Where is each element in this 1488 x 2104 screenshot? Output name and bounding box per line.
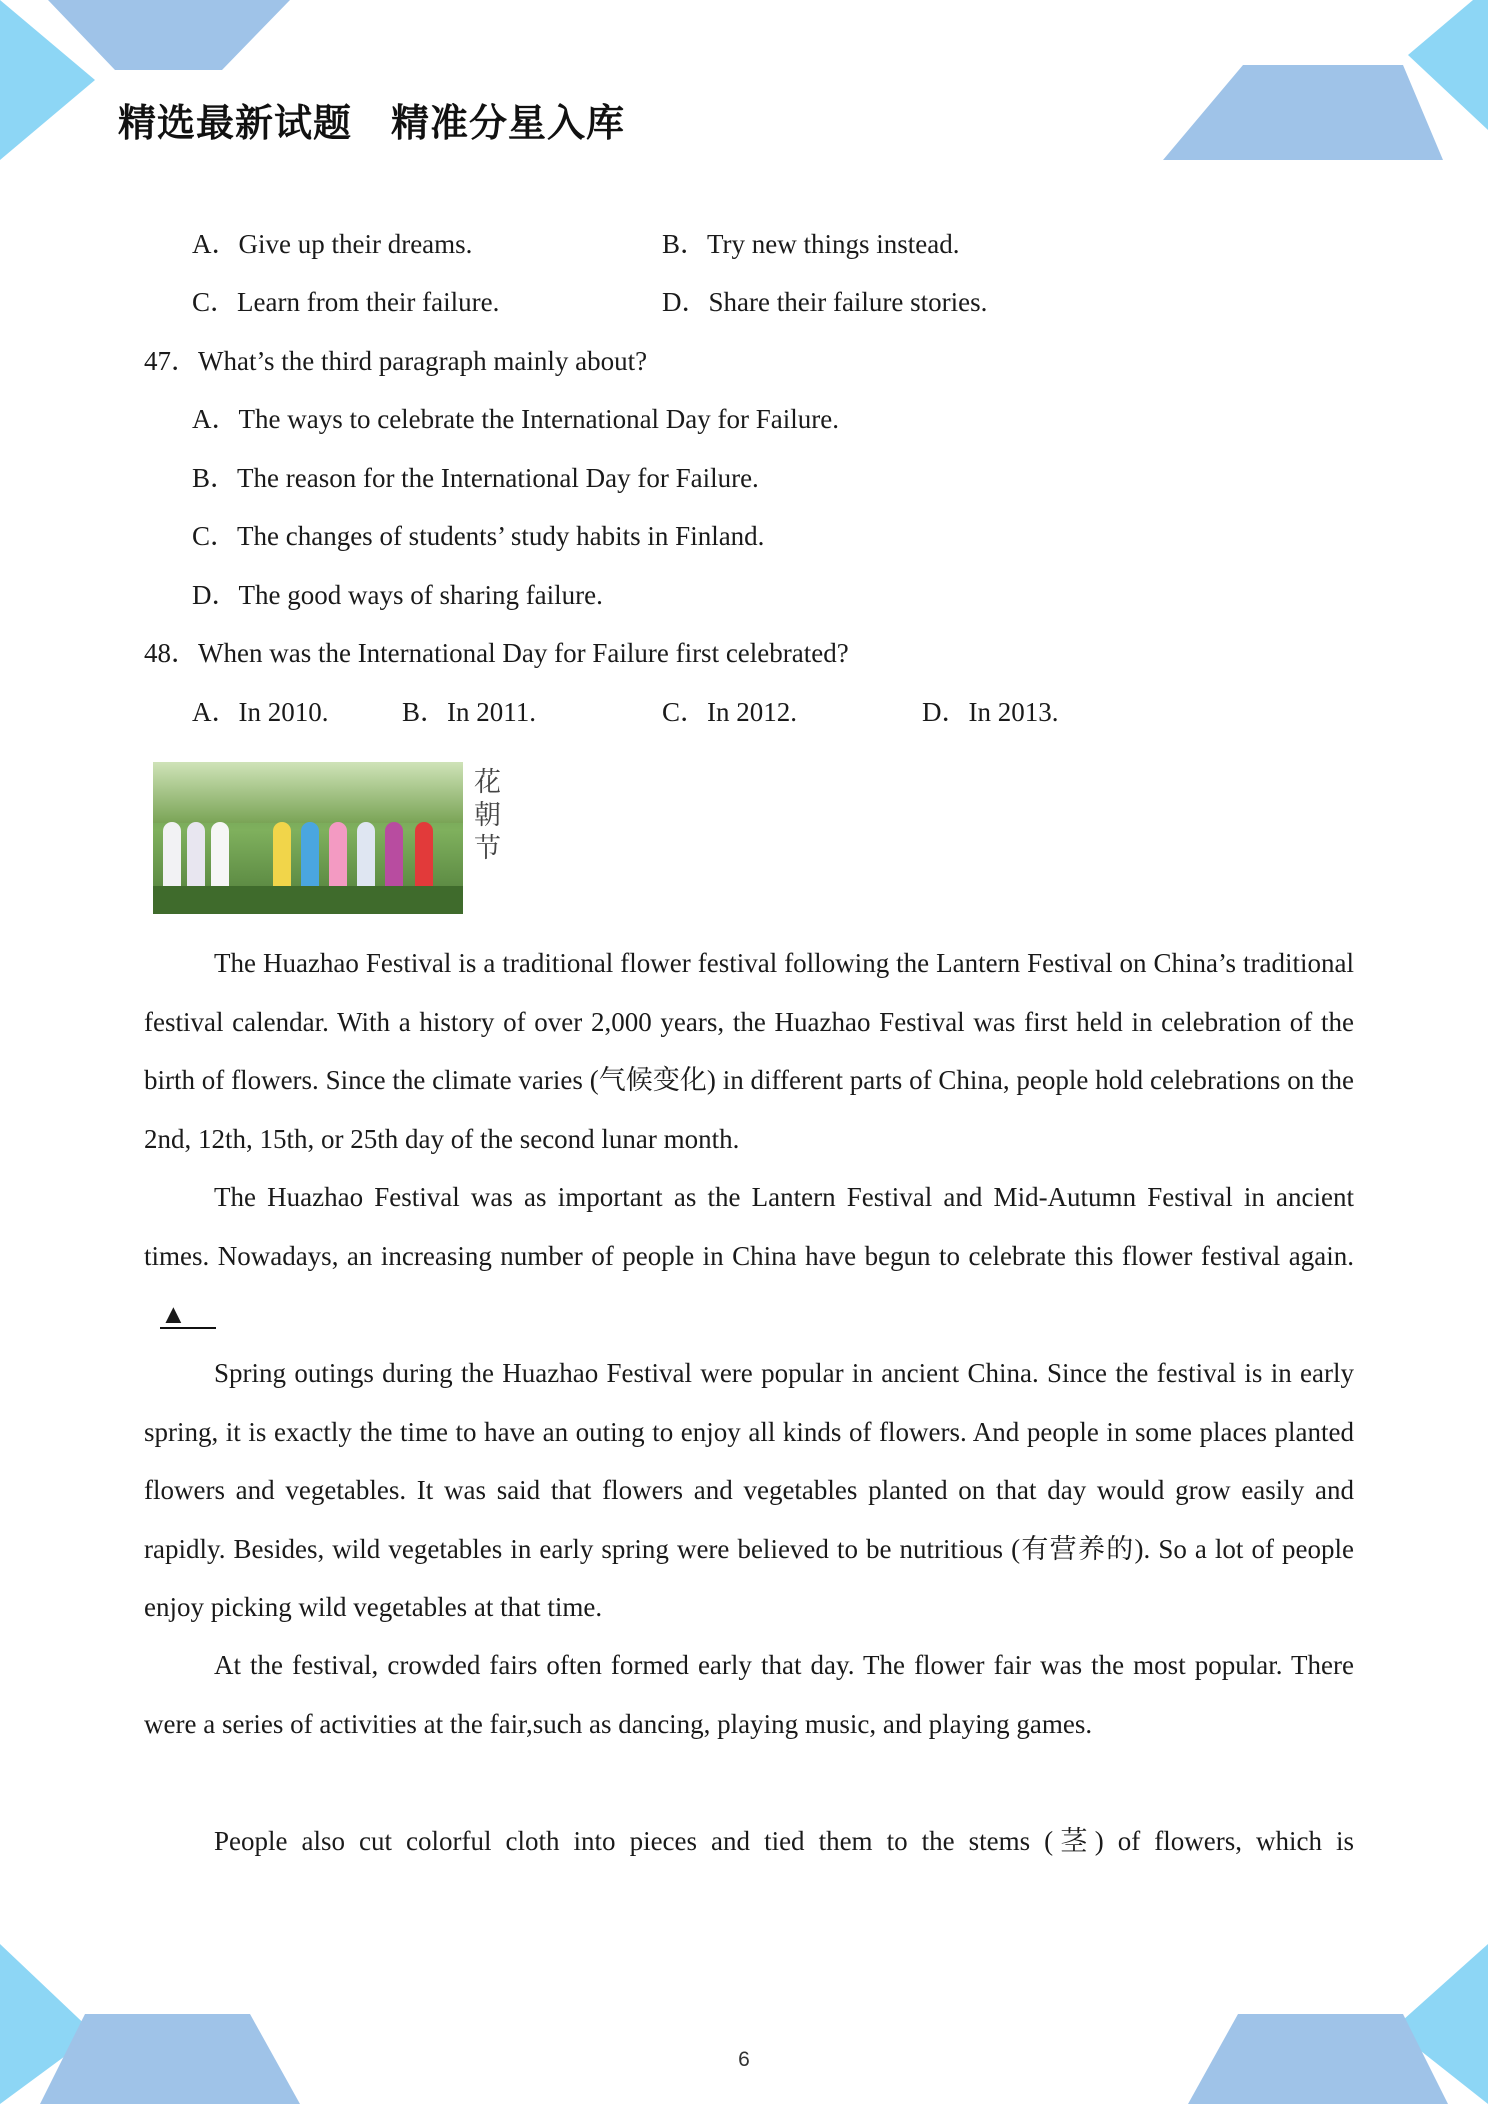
q46-option-c: C．Learn from their failure. [192, 287, 500, 317]
passage-paragraph-4: At the festival, crowded fairs often formed early that day. The flower fair was the most popular. There were a series of activities at the fair,such as dancing, playing music, and playing games. [144, 1650, 1354, 1739]
image-vertical-label: 花朝节 [474, 767, 501, 864]
q47-option-d: D．The good ways of sharing failure. [192, 580, 603, 610]
passage-paragraph-1: The Huazhao Festival is a traditional flower festival following the Lantern Festival on China’s traditional festival calendar. With a history of over 2,000 years, the Huazhao Festival was first held in celebration of the birth of flowers. Since the climate varies (气候变化) in different parts of China, people hold celebrations on the 2nd, 12th, 15th, or 25th day of the second lunar month. [144, 948, 1354, 1154]
corner-decoration-bottom-right [1178, 1934, 1488, 2104]
page-number: 6 [738, 2048, 750, 2071]
page-header-title: 精选最新试题 精准分星入库 [118, 101, 626, 145]
answer-blank: ▲ [160, 1301, 216, 1329]
q46-option-b: B．Try new things instead. [662, 229, 960, 259]
passage-paragraph-3: Spring outings during the Huazhao Festival were popular in ancient China. Since the festival is in early spring, it is exactly the time to have an outing to enjoy all kinds of flowers. And people in some places planted flowers and vegetables. It was said that flowers and vegetables planted on that day would grow easily and rapidly. Besides, wild vegetables in early spring were believed to be nutritious (有营养的). So a lot of people enjoy picking wild vegetables at that time. [144, 1358, 1354, 1622]
q48-option-b: B．In 2011. [402, 697, 536, 727]
q48-option-d: D．In 2013. [922, 697, 1059, 727]
passage-paragraph-5: People also cut colorful cloth into pieces and tied them to the stems (茎) of flowers, which is [214, 1826, 1354, 1856]
q47-option-b: B．The reason for the International Day for Failure. [192, 463, 759, 493]
passage-paragraph-2: The Huazhao Festival was as important as the Lantern Festival and Mid-Autumn Festival in ancient times. Nowadays, an increasing number of people in China have begun to celebrate this flower festival again.▲ [144, 1182, 1354, 1329]
q48-option-c: C．In 2012. [662, 697, 797, 727]
q48-question: 48．When was the International Day for Failure first celebrated? [144, 638, 849, 668]
q47-option-a: A．The ways to celebrate the International Day for Failure. [192, 404, 839, 434]
corner-decoration-bottom-left [0, 1934, 310, 2104]
q47-question: 47．What’s the third paragraph mainly about? [144, 346, 648, 376]
q46-option-a: A．Give up their dreams. [192, 229, 473, 259]
corner-decoration-top-right [1158, 0, 1488, 165]
q48-option-a: A．In 2010. [192, 697, 329, 727]
q46-option-d: D．Share their failure stories. [662, 287, 988, 317]
festival-photo [153, 762, 463, 914]
q47-option-c: C．The changes of students’ study habits in Finland. [192, 521, 765, 551]
